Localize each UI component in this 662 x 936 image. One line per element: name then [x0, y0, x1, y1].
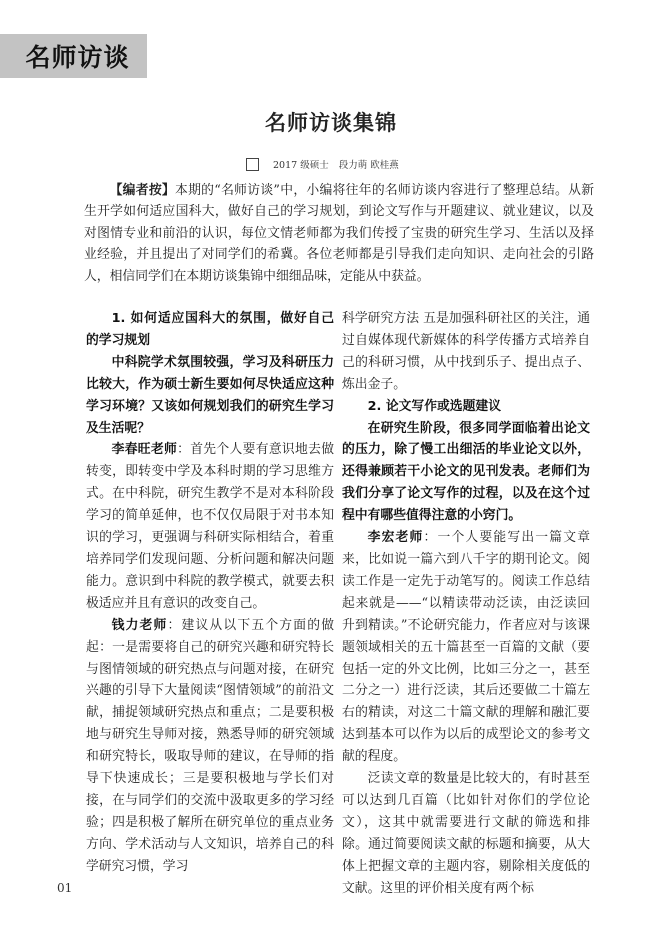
section-heading-1: 1. 如何适应国科大的氛围，做好自己的学习规划 — [86, 311, 334, 348]
speaker-name: 李春旺老师 — [111, 442, 178, 458]
answer-paragraph-3 — [342, 527, 590, 768]
body-paragraph: 泛读文章的数量是比较大的，有时甚至可以达到几百篇（比如针对你们的学位论文），这其中就需要进行文献的筛选和排除。通过简要阅读文献的标题和摘要，从大体上把握文章的主题内容，剔除相关度低的文献。这里的评价相关度有两个标 — [342, 771, 590, 896]
answer-text: ：一个人要能写出一篇文章来，比如说一篇六到八千字的期刊论文。阅读工作是一定先于动笔写的。阅读工作总结起来就是——“以精读带动泛读，由泛读回升到精读。”不论研究能力，作者应对与该课题领域相关的五十篇甚至一百篇的文献（要包括一定的外文比例，比如三分之一，甚至二分之一）进行泛读，其后还要做二十篇左右的精读，对这二十篇文献的理解和融汇要达到基本可以作为以后的成型论文的参考文献的程度。 — [342, 530, 591, 765]
square-box-icon — [246, 158, 259, 171]
continued-paragraph: 科学研究方法 五是加强科研社区的关注，通过自媒体现代新媒体的科学传播方式培养自己的科研习惯，从中找到乐子、提出点子、炼出金子。 — [342, 311, 590, 392]
answer-text: ：建议从以下五个方面的做起：一是需要将自己的研究兴趣和研究特长与图情领域的研究热点与问题对接，在研究兴趣的引导下大量阅读“图情领域”的前沿文献，捕捉领域研究热点和重点；二是要积极地与研究生导师对接，熟悉导师的研究领域和研究特长，吸取导师的建议，在导师的指导下快速成长；三是要积极地与学长们对接，在与同学们的交流中汲取更多的学习经验；四是积极了解所在研究单位的重点业务方向、学术活动与人文知识，培养自己的科学研究习惯，学习 — [86, 617, 335, 874]
editor-note-label: 【编者按】 — [109, 183, 176, 198]
answer-text: ：首先个人要有意识地去做转变，即转变中学及本科时期的学习思维方式。在中科院，研究生教学不是对本科阶段学习的简单延伸，也不仅仅局限于对书本知识的学习，更强调与科研实际相结合，着重培养同学们发现问题、分析问题和解决问题能力。意识到中科院的教学模式，就要去积极适应并且有意识的改变自己。 — [86, 442, 335, 611]
byline-authors: 段力萌 欧桂燕 — [338, 160, 399, 171]
section-heading-2: 2. 论文写作或选题建议 — [367, 398, 501, 414]
question-2: 在研究生阶段，很多同学面临着出论文的压力，除了慢工出细活的毕业论文以外，还得兼顾若干小论文的见刊发表。老师们为我们分享了论文写作的过程，以及在这个过程中有哪些值得注意的小窍门。 — [342, 420, 590, 524]
page-number: 01 — [57, 881, 73, 895]
question-1: 中科院学术氛围较强，学习及科研压力比较大，作为硕士新生要如何尽快适应这种学习环境？又该如何规划我们的研究生学习及生活呢？ — [86, 354, 334, 436]
byline — [246, 157, 399, 171]
editor-note — [84, 180, 594, 287]
editor-note-text: 本期的“名师访谈”中，小编将往年的名师访谈内容进行了整理总结。从新生开学如何适应国科大，做好自己的学习规划，到论文写作与开题建议、就业建议，以及对图情专业和前沿的认识，每位文情老师都为我们传授了宝贵的研究生学习、生活以及择业经验，并且提出了对同学们的希冀。各位老师都是引导我们走向知识、走向社会的引路人，相信同学们在本期访谈集锦中细细品味，定能从中获益。 — [84, 183, 594, 284]
section-badge: 名师访谈 — [0, 34, 147, 78]
byline-class: 2017 级硕士 — [273, 160, 329, 171]
answer-paragraph-1 — [86, 439, 334, 614]
answer-paragraph-2 — [86, 615, 334, 878]
right-column — [342, 308, 590, 899]
left-column — [86, 308, 334, 878]
speaker-name: 钱力老师 — [111, 617, 168, 633]
article-title: 名师访谈集锦 — [265, 110, 397, 135]
speaker-name: 李宏老师 — [367, 530, 424, 546]
